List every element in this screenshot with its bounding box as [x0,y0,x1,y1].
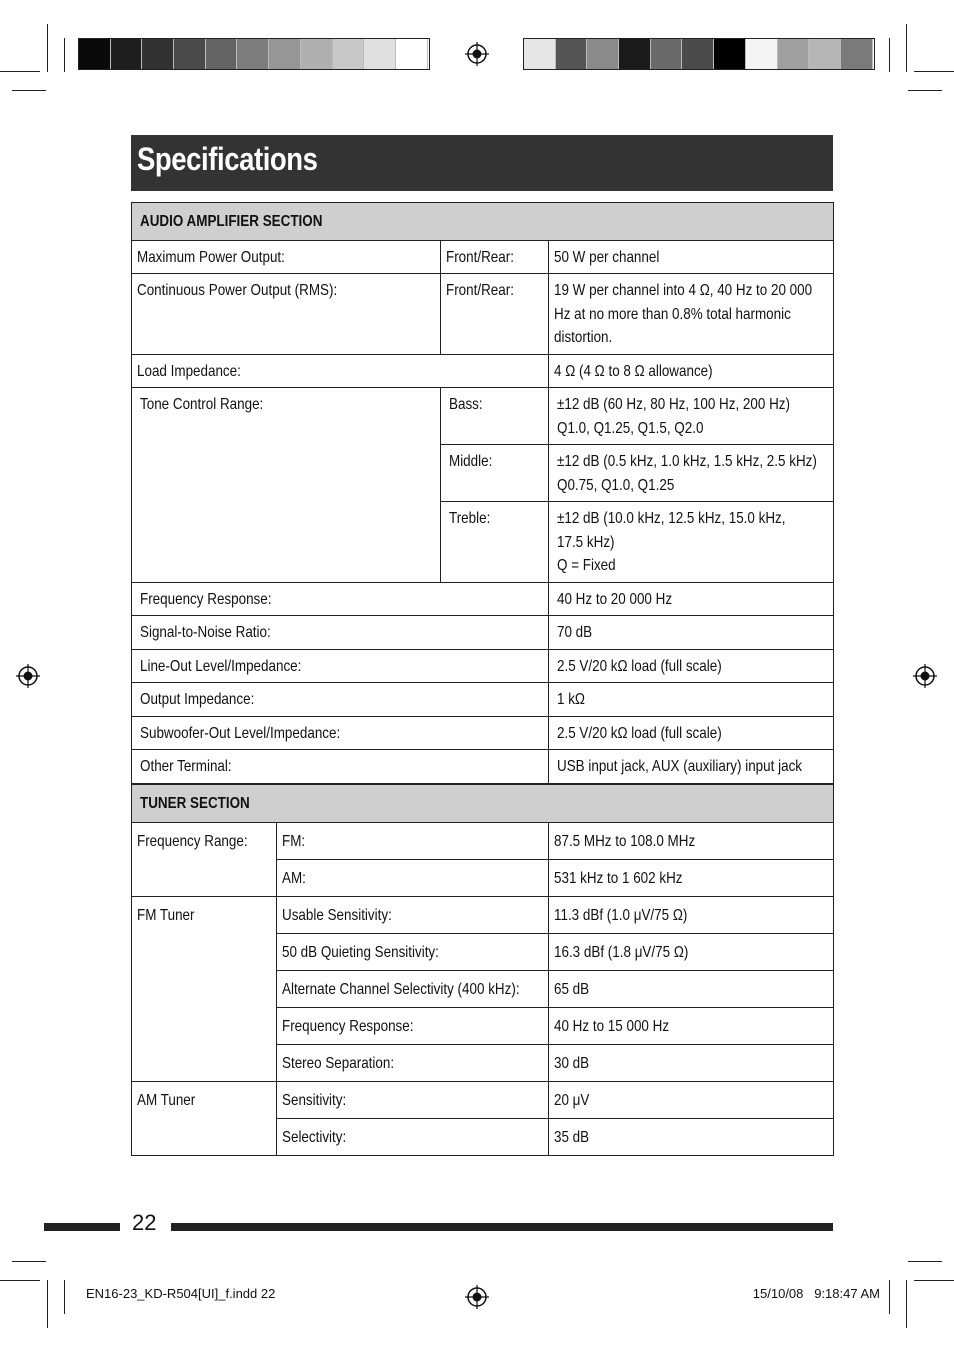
crop-mark [64,1280,65,1314]
spec-value: ±12 dB (10.0 kHz, 12.5 kHz, 15.0 kHz, [557,510,786,527]
spec-value: 16.3 dBf (1.8 μV/75 Ω) [554,943,689,961]
spec-sublabel: Bass: [449,396,483,413]
spec-sublabel: Front/Rear: [446,282,514,299]
table-row [132,649,834,683]
color-swatch [364,39,396,69]
registration-mark-icon [16,664,40,688]
spec-label: Output Impedance: [140,691,255,708]
crop-mark [908,90,942,91]
spec-value: 20 μV [554,1091,590,1109]
table-row [132,240,834,274]
page-number-rule [44,1223,120,1231]
table-header-row [132,203,834,241]
color-swatch [206,39,238,69]
crop-mark [64,38,65,72]
spec-label: AM Tuner [137,1091,196,1109]
color-swatch-strip-right [523,38,875,70]
table-row [132,616,834,650]
spec-value: Q1.0, Q1.25, Q1.5, Q2.0 [557,419,704,437]
table-row [132,1081,834,1118]
registration-mark-icon [465,1285,489,1309]
spec-label: Frequency Response: [140,590,272,608]
crop-mark [889,38,890,72]
spec-sublabel: Middle: [449,453,493,470]
spec-sublabel: Alternate Channel Selectivity (400 kHz): [282,980,520,998]
page-title-bar [131,135,833,191]
section-header: TUNER SECTION [140,795,250,812]
color-swatch [556,39,588,69]
crop-mark [908,1261,942,1262]
table-header-row [132,785,834,823]
spec-value: 35 dB [554,1128,590,1146]
spec-sublabel: FM: [282,832,306,850]
spec-label: Other Terminal: [140,758,232,775]
color-swatch [778,39,810,69]
spec-value: 11.3 dBf (1.0 μV/75 Ω) [554,906,688,924]
table-row [132,388,834,445]
crop-mark [914,71,954,72]
page-title: Specifications [137,141,318,177]
spec-sublabel: AM: [282,869,306,887]
spec-value: 50 W per channel [554,248,660,266]
footer-file-info: EN16-23_KD-R504[UI]_f.indd 22 [86,1286,276,1301]
color-swatch [682,39,714,69]
table-row [132,683,834,717]
table-row [132,750,834,784]
spec-sublabel: Frequency Response: [282,1017,414,1035]
spec-value: 1 kΩ [557,691,585,708]
spec-value: 65 dB [554,980,590,998]
crop-mark [47,24,48,72]
crop-mark [914,1280,954,1281]
color-swatch [651,39,683,69]
color-swatch [79,39,111,69]
color-swatch [619,39,651,69]
spec-label: Tone Control Range: [140,396,264,413]
spec-label: Signal-to-Noise Ratio: [140,624,271,641]
spec-sublabel: 50 dB Quieting Sensitivity: [282,943,439,961]
footer-timestamp: 15/10/08 9:18:47 AM [752,1286,880,1301]
crop-mark [906,1280,907,1328]
color-swatch [237,39,269,69]
registration-mark-icon [913,664,937,688]
spec-value: 87.5 MHz to 108.0 MHz [554,832,696,850]
spec-value: 2.5 V/20 kΩ load (full scale) [557,724,722,742]
audio-amplifier-table [131,202,834,784]
color-swatch [809,39,841,69]
table-row [132,274,834,355]
tuner-table [131,784,834,1156]
spec-label: Maximum Power Output: [137,248,285,266]
color-swatch [333,39,365,69]
page-number-rule [171,1223,833,1231]
spec-value: 19 W per channel into 4 Ω, 40 Hz to 20 000 Hz at no more than 0.8% total harmonic distortion. [554,282,813,346]
spec-label: FM Tuner [137,906,195,924]
spec-sublabel: Sensitivity: [282,1091,347,1109]
spec-value: 4 Ω (4 Ω to 8 Ω allowance) [554,362,713,380]
spec-value: Q0.75, Q1.0, Q1.25 [557,476,675,494]
color-swatch [301,39,333,69]
spec-sublabel: Usable Sensitivity: [282,906,392,924]
table-row [132,582,834,616]
spec-value: 2.5 V/20 kΩ load (full scale) [557,657,722,675]
page-number: 22 [132,1210,157,1235]
spec-label: Load Impedance: [137,362,241,380]
spec-label: Frequency Range: [137,832,248,850]
spec-value: USB input jack, AUX (auxiliary) input jack [557,758,803,775]
color-swatch [714,39,746,69]
color-swatch [841,39,873,69]
crop-mark [0,71,40,72]
spec-sublabel: Treble: [449,510,491,527]
color-swatch [524,39,556,69]
table-row [132,822,834,859]
crop-mark [12,1261,46,1262]
color-swatch [111,39,143,69]
crop-mark [47,1280,48,1328]
crop-mark [0,1280,40,1281]
spec-label: Continuous Power Output (RMS): [137,282,338,299]
spec-label: Line-Out Level/Impedance: [140,657,302,675]
color-swatch [174,39,206,69]
registration-mark-icon [465,42,489,66]
spec-value: 40 Hz to 20 000 Hz [557,590,673,608]
section-header: AUDIO AMPLIFIER SECTION [140,213,323,230]
color-swatch [142,39,174,69]
crop-mark [889,1280,890,1314]
spec-sublabel: Selectivity: [282,1128,347,1146]
spec-value: 17.5 kHz) [557,533,615,551]
color-swatch [746,39,778,69]
crop-mark [12,90,46,91]
crop-mark [906,24,907,72]
spec-value: 40 Hz to 15 000 Hz [554,1017,670,1035]
color-swatch [587,39,619,69]
spec-value: Q = Fixed [557,557,616,574]
spec-sublabel: Stereo Separation: [282,1054,395,1072]
color-swatch [396,39,428,69]
color-swatch [269,39,301,69]
spec-value: 70 dB [557,624,593,641]
spec-value: ±12 dB (0.5 kHz, 1.0 kHz, 1.5 kHz, 2.5 kHz) [557,453,817,470]
table-row [132,896,834,933]
spec-value: 531 kHz to 1 602 kHz [554,869,683,887]
spec-value: 30 dB [554,1054,590,1072]
spec-value: ±12 dB (60 Hz, 80 Hz, 100 Hz, 200 Hz) [557,396,790,413]
spec-label: Subwoofer-Out Level/Impedance: [140,724,341,742]
color-swatch-strip-left [78,38,430,70]
table-row [132,354,834,388]
spec-sublabel: Front/Rear: [446,248,514,266]
table-row [132,716,834,750]
